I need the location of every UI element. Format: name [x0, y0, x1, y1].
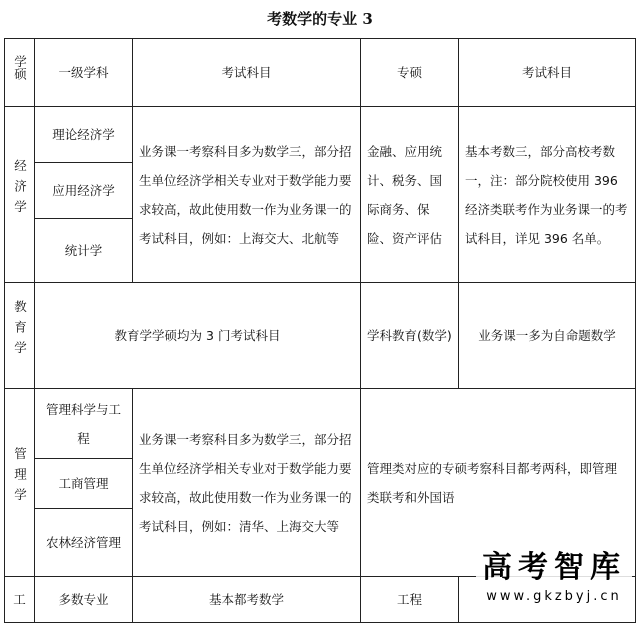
category-engineering: 工 [5, 577, 35, 623]
economics-professional: 金融、应用统计、税务、国际商务、保险、资产评估 [361, 107, 459, 283]
category-education: 教育学 [5, 283, 35, 389]
header-xueshuo: 学硕 [5, 39, 35, 107]
table-row [5, 107, 636, 163]
engineering-exam: 基本都考数学 [133, 577, 361, 623]
category-management: 管理学 [5, 389, 35, 577]
category-economics: 经济学 [5, 107, 35, 283]
subject-management-science: 管理科学与工程 [35, 389, 133, 459]
table-row [5, 283, 636, 389]
header-kaoshi-2: 考试科目 [459, 39, 636, 107]
economics-exam-text: 业务课一考察科目多为数学三，部分招生单位经济学相关专业对于数学能力要求较高，故此使用数一作为业务课一的考试科目，例如：上海交大、北航等 [133, 107, 361, 283]
economics-professional-exam: 基本考数三，部分高校考数一，注：部分院校使用 396 经济类联考作为业务课一的考试科目，详见 396 名单。 [459, 107, 636, 283]
subject-business-administration: 工商管理 [35, 459, 133, 509]
header-yiji: 一级学科 [35, 39, 133, 107]
education-professional-exam: 业务课一多为自命题数学 [459, 283, 636, 389]
subject-agricultural-economics: 农林经济管理 [35, 509, 133, 577]
watermark [476, 548, 632, 606]
watermark-brand: 高考智库 [482, 550, 626, 585]
table-header-row [5, 39, 636, 107]
table-row [5, 389, 636, 459]
engineering-subjects: 多数专业 [35, 577, 133, 623]
header-zhuanshuo: 专硕 [361, 39, 459, 107]
watermark-url: www.gkzbyj.cn [486, 589, 622, 604]
engineering-professional: 工程 [361, 577, 459, 623]
subject-theoretical-economics: 理论经济学 [35, 107, 133, 163]
management-professional-note: 管理类对应的专硕考察科目都考两科，即管理类联考和外国语 [361, 389, 636, 577]
page-title: 考数学的专业 3 [267, 10, 373, 28]
header-kaoshi-1: 考试科目 [133, 39, 361, 107]
education-note: 教育学学硕均为 3 门考试科目 [35, 283, 361, 389]
education-professional: 学科教育(数学) [361, 283, 459, 389]
subject-table [4, 38, 636, 623]
management-exam-text: 业务课一考察科目多为数学三，部分招生单位经济学相关专业对于数学能力要求较高，故此使用数一作为业务课一的考试科目，例如：清华、上海交大等 [133, 389, 361, 577]
subject-statistics: 统计学 [35, 219, 133, 283]
subject-applied-economics: 应用经济学 [35, 163, 133, 219]
